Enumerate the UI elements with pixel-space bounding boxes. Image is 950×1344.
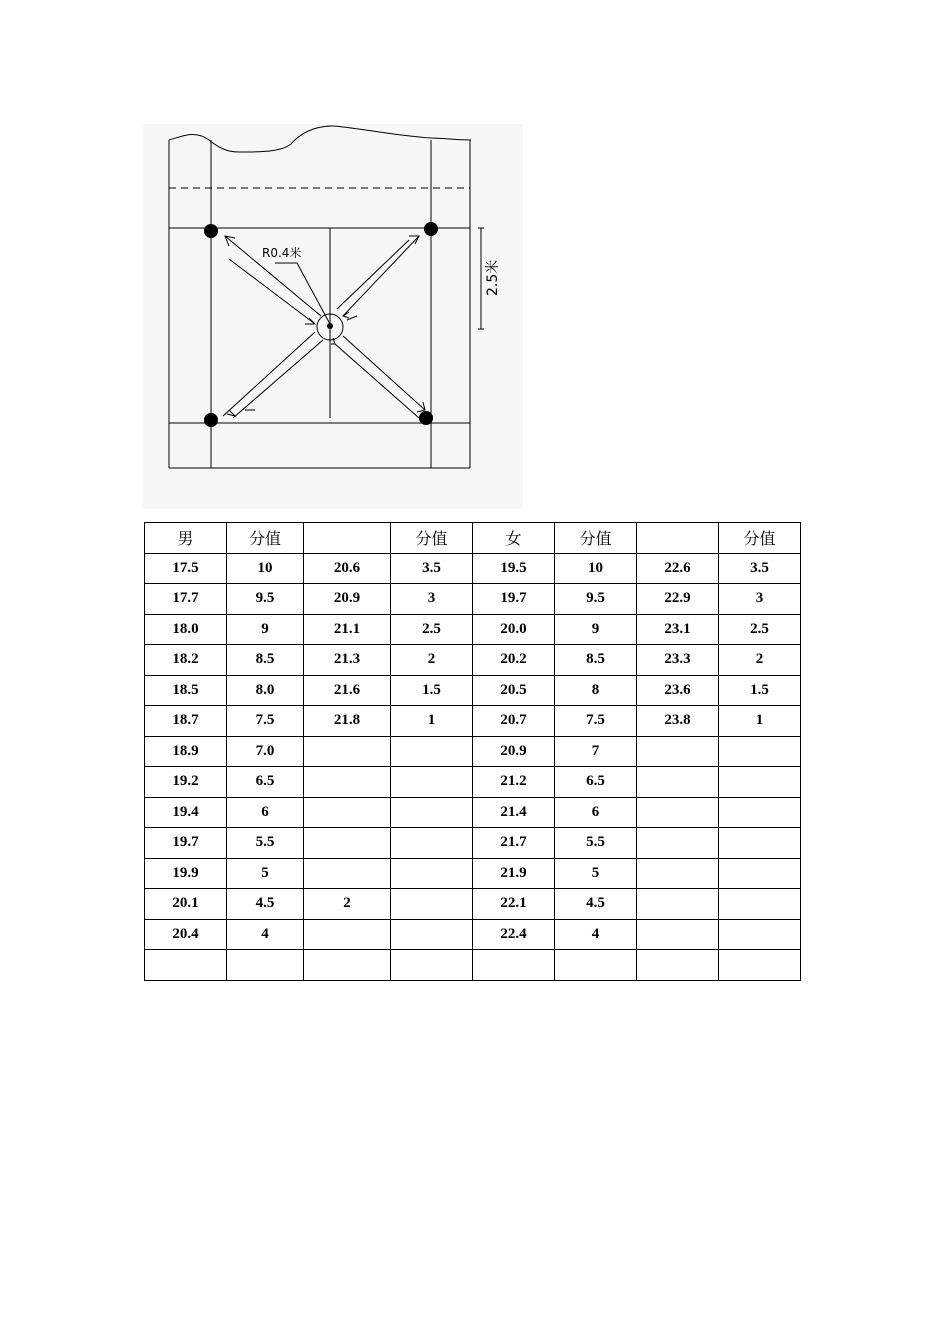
table-cell: 5.5 bbox=[227, 828, 304, 859]
table-cell: 20.2 bbox=[473, 645, 555, 676]
corner-marker bbox=[419, 411, 433, 425]
table-cell: 23.1 bbox=[637, 614, 719, 645]
table-cell: 19.4 bbox=[145, 797, 227, 828]
table-cell: 4 bbox=[555, 919, 637, 950]
table-row bbox=[145, 919, 801, 950]
table-cell: 18.0 bbox=[145, 614, 227, 645]
column-header: 分值 bbox=[719, 523, 801, 554]
table-cell bbox=[637, 797, 719, 828]
column-header bbox=[637, 523, 719, 554]
table-cell: 20.6 bbox=[304, 553, 391, 584]
table-row bbox=[145, 706, 801, 737]
table-cell: 8.5 bbox=[555, 645, 637, 676]
column-header: 分值 bbox=[227, 523, 304, 554]
table-cell: 4 bbox=[227, 919, 304, 950]
table-cell bbox=[227, 950, 304, 981]
table-cell bbox=[637, 889, 719, 920]
table-cell: 3 bbox=[719, 584, 801, 615]
table-row bbox=[145, 889, 801, 920]
radius-label: R0.4米 bbox=[262, 246, 302, 260]
score-table bbox=[144, 522, 801, 981]
table-header-row bbox=[145, 523, 801, 554]
table-cell bbox=[391, 950, 473, 981]
table-cell bbox=[719, 767, 801, 798]
table-row bbox=[145, 584, 801, 615]
table-cell bbox=[719, 950, 801, 981]
table-cell: 21.9 bbox=[473, 858, 555, 889]
table-cell: 7.5 bbox=[227, 706, 304, 737]
table-cell: 19.9 bbox=[145, 858, 227, 889]
table-cell: 5 bbox=[227, 858, 304, 889]
table-cell: 3.5 bbox=[719, 553, 801, 584]
table-row bbox=[145, 858, 801, 889]
table-cell: 19.7 bbox=[473, 584, 555, 615]
table-cell: 7 bbox=[555, 736, 637, 767]
table-cell: 6.5 bbox=[555, 767, 637, 798]
table-cell: 3.5 bbox=[391, 553, 473, 584]
table-cell: 17.7 bbox=[145, 584, 227, 615]
table-cell: 7.0 bbox=[227, 736, 304, 767]
running-course-diagram bbox=[143, 124, 523, 509]
table-cell: 6.5 bbox=[227, 767, 304, 798]
table-cell: 21.4 bbox=[473, 797, 555, 828]
center-point bbox=[327, 323, 333, 329]
table-cell bbox=[145, 950, 227, 981]
table-cell: 6 bbox=[227, 797, 304, 828]
table-cell: 20.4 bbox=[145, 919, 227, 950]
table-cell: 8.0 bbox=[227, 675, 304, 706]
table-row bbox=[145, 553, 801, 584]
column-header: 女 bbox=[473, 523, 555, 554]
table-cell bbox=[637, 828, 719, 859]
table-cell: 18.2 bbox=[145, 645, 227, 676]
table-cell: 5 bbox=[555, 858, 637, 889]
table-cell: 1.5 bbox=[391, 675, 473, 706]
table-cell bbox=[719, 889, 801, 920]
table-cell: 1 bbox=[719, 706, 801, 737]
table-row bbox=[145, 675, 801, 706]
table-row bbox=[145, 797, 801, 828]
table-cell bbox=[719, 919, 801, 950]
table-cell: 21.3 bbox=[304, 645, 391, 676]
table-cell: 19.2 bbox=[145, 767, 227, 798]
table-cell: 2 bbox=[719, 645, 801, 676]
table-row bbox=[145, 950, 801, 981]
table-cell bbox=[637, 950, 719, 981]
table-cell bbox=[719, 736, 801, 767]
table-cell: 7.5 bbox=[555, 706, 637, 737]
table-cell bbox=[391, 828, 473, 859]
table-cell: 22.6 bbox=[637, 553, 719, 584]
table-cell: 20.9 bbox=[304, 584, 391, 615]
table-row bbox=[145, 828, 801, 859]
dimension-label: 2.5米 bbox=[485, 259, 501, 296]
corner-marker bbox=[204, 224, 218, 238]
table-cell: 18.7 bbox=[145, 706, 227, 737]
table-cell: 9 bbox=[555, 614, 637, 645]
column-header bbox=[304, 523, 391, 554]
table-cell: 10 bbox=[555, 553, 637, 584]
table-cell bbox=[473, 950, 555, 981]
table-cell: 8.5 bbox=[227, 645, 304, 676]
table-cell: 20.0 bbox=[473, 614, 555, 645]
table-cell: 2 bbox=[304, 889, 391, 920]
table-cell: 2.5 bbox=[391, 614, 473, 645]
table-cell: 19.5 bbox=[473, 553, 555, 584]
table-cell: 22.4 bbox=[473, 919, 555, 950]
table-cell bbox=[637, 767, 719, 798]
table-cell: 21.1 bbox=[304, 614, 391, 645]
table-cell: 4.5 bbox=[555, 889, 637, 920]
table-cell: 21.8 bbox=[304, 706, 391, 737]
table-cell: 8 bbox=[555, 675, 637, 706]
table-cell: 18.5 bbox=[145, 675, 227, 706]
table-cell: 6 bbox=[555, 797, 637, 828]
table-cell: 4.5 bbox=[227, 889, 304, 920]
table-cell bbox=[304, 828, 391, 859]
table-cell: 3 bbox=[391, 584, 473, 615]
corner-marker bbox=[204, 413, 218, 427]
table-cell: 23.3 bbox=[637, 645, 719, 676]
table-cell: 21.7 bbox=[473, 828, 555, 859]
table-cell: 23.8 bbox=[637, 706, 719, 737]
table-cell bbox=[391, 858, 473, 889]
table-cell: 20.1 bbox=[145, 889, 227, 920]
table-cell bbox=[304, 858, 391, 889]
table-cell bbox=[637, 919, 719, 950]
column-header: 男 bbox=[145, 523, 227, 554]
table-cell: 17.5 bbox=[145, 553, 227, 584]
table-cell: 22.1 bbox=[473, 889, 555, 920]
table-cell bbox=[304, 919, 391, 950]
table-cell: 23.6 bbox=[637, 675, 719, 706]
table-cell bbox=[304, 767, 391, 798]
table-cell bbox=[391, 797, 473, 828]
table-cell bbox=[637, 858, 719, 889]
table-cell: 22.9 bbox=[637, 584, 719, 615]
table-cell: 9.5 bbox=[227, 584, 304, 615]
table-cell: 21.6 bbox=[304, 675, 391, 706]
column-header: 分值 bbox=[555, 523, 637, 554]
table-cell: 1.5 bbox=[719, 675, 801, 706]
column-header: 分值 bbox=[391, 523, 473, 554]
table-cell bbox=[719, 797, 801, 828]
table-cell bbox=[391, 889, 473, 920]
table-cell bbox=[391, 736, 473, 767]
table-cell: 1 bbox=[391, 706, 473, 737]
table-cell bbox=[719, 828, 801, 859]
table-cell bbox=[391, 919, 473, 950]
table-cell bbox=[555, 950, 637, 981]
table-cell: 19.7 bbox=[145, 828, 227, 859]
table-cell: 10 bbox=[227, 553, 304, 584]
table-cell: 2 bbox=[391, 645, 473, 676]
table-cell: 20.9 bbox=[473, 736, 555, 767]
table-cell: 21.2 bbox=[473, 767, 555, 798]
table-cell bbox=[304, 736, 391, 767]
table-cell: 9 bbox=[227, 614, 304, 645]
table-cell bbox=[719, 858, 801, 889]
corner-marker bbox=[424, 222, 438, 236]
table-row bbox=[145, 736, 801, 767]
table-cell bbox=[304, 950, 391, 981]
table-cell: 20.7 bbox=[473, 706, 555, 737]
table-cell: 2.5 bbox=[719, 614, 801, 645]
table-cell bbox=[391, 767, 473, 798]
table-cell bbox=[304, 797, 391, 828]
table-cell: 9.5 bbox=[555, 584, 637, 615]
table-row bbox=[145, 614, 801, 645]
table-cell: 5.5 bbox=[555, 828, 637, 859]
table-cell: 18.9 bbox=[145, 736, 227, 767]
table-row bbox=[145, 645, 801, 676]
table-row bbox=[145, 767, 801, 798]
table-cell bbox=[637, 736, 719, 767]
table-cell: 20.5 bbox=[473, 675, 555, 706]
